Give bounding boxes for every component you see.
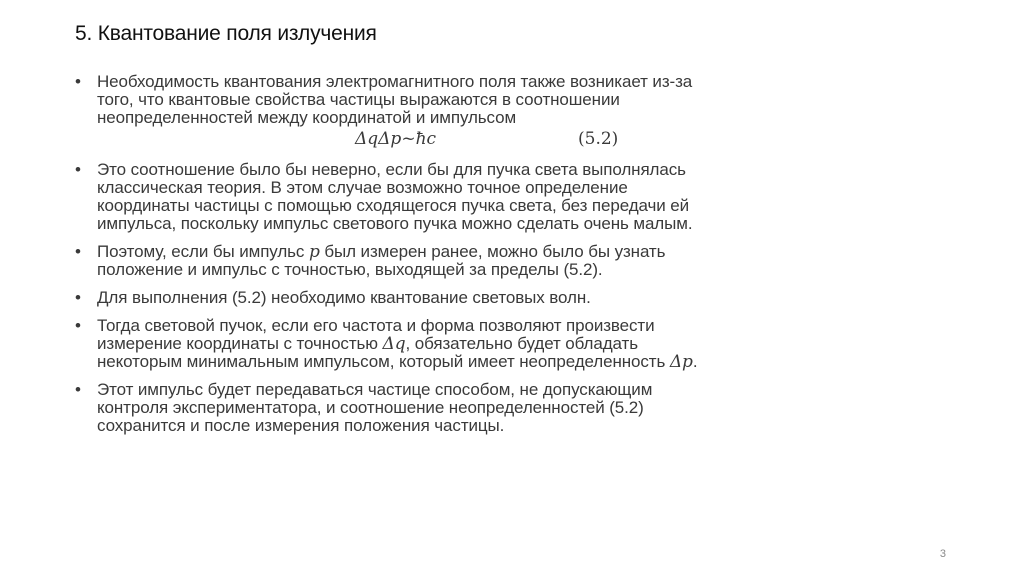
list-item — [75, 381, 955, 435]
text-line: импульса, поскольку импульс светового пучка можно сделать очень малым. — [97, 214, 693, 233]
bullet-marker: • — [75, 380, 81, 399]
text-segment: , обязательно будет обладать — [405, 334, 638, 353]
bullet-marker: • — [75, 242, 81, 261]
text-line: положение и импульс с точностью, выходящей за пределы (5.2). — [97, 260, 603, 279]
list-item — [75, 317, 955, 371]
text-line: Для выполнения (5.2) необходимо квантование световых волн. — [97, 288, 591, 307]
text-segment: был измерен ранее, можно было бы узнать — [319, 242, 666, 261]
text-segment: Поэтому, если бы импульс — [97, 242, 309, 261]
text-line — [97, 335, 955, 353]
math-momentum-p: p — [308, 242, 320, 262]
text-line: сохранится и после измерения положения частицы. — [97, 416, 505, 435]
text-segment: некоторым минимальным импульсом, который имеет неопределенность — [97, 352, 670, 371]
text-line: контроля экспериментатора, и соотношение неопределенностей (5.2) — [97, 398, 644, 417]
text-line: Тогда световой пучок, если его частота и форма позволяют произвести — [97, 316, 655, 335]
formula-row — [97, 129, 955, 151]
bullet-list — [75, 73, 955, 445]
text-segment: измерение координаты с точностью — [97, 334, 383, 353]
math-delta-q: Δq — [382, 334, 406, 354]
text-line: неопределенностей между координатой и импульсом — [97, 108, 517, 127]
bullet-marker: • — [75, 288, 81, 307]
uncertainty-formula: ΔqΔp~ħc — [355, 129, 437, 149]
text-line: классическая теория. В этом случае возможно точное определение — [97, 178, 628, 197]
bullet-marker: • — [75, 316, 81, 335]
list-item — [75, 243, 955, 279]
slide-title: 5. Квантование поля излучения — [75, 22, 377, 45]
bullet-marker: • — [75, 72, 81, 91]
page-number: 3 — [939, 548, 946, 560]
text-line: Необходимость квантования электромагнитного поля также возникает из-за — [97, 72, 693, 91]
text-line: координаты частицы с помощью сходящегося пучка света, без передачи ей — [97, 196, 690, 215]
equation-number: (5.2) — [578, 129, 619, 149]
text-line: того, что квантовые свойства частицы выражаются в соотношении — [97, 90, 620, 109]
text-line: Это соотношение было бы неверно, если бы для пучка света выполнялась — [97, 160, 686, 179]
bullet-marker: • — [75, 160, 81, 179]
text-segment: . — [692, 352, 698, 371]
list-item — [75, 73, 955, 151]
text-line — [97, 353, 955, 371]
math-delta-p: Δp — [669, 352, 693, 372]
list-item — [75, 161, 955, 233]
text-line — [97, 243, 955, 261]
list-item — [75, 289, 955, 307]
text-line: Этот импульс будет передаваться частице способом, не допускающим — [97, 380, 653, 399]
